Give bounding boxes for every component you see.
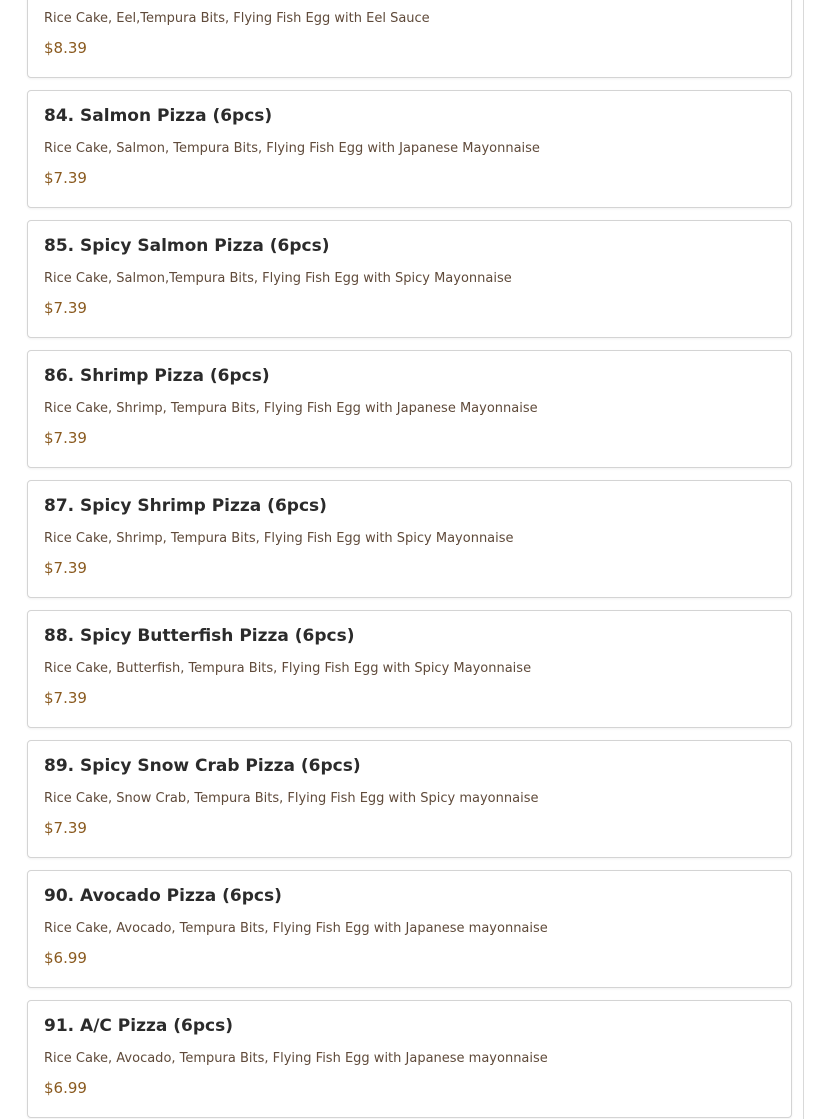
menu-item-card[interactable] — [27, 90, 792, 208]
menu-item-name: 85. Spicy Salmon Pizza (6pcs) — [44, 236, 330, 256]
menu-item-price: $8.39 — [44, 39, 87, 57]
menu-item-price: $6.99 — [44, 949, 87, 967]
menu-item-name: 89. Spicy Snow Crab Pizza (6pcs) — [44, 756, 361, 776]
menu-item-description: Rice Cake, Butterfish, Tempura Bits, Flying Fish Egg with Spicy Mayonnaise — [44, 661, 532, 676]
menu-item-card[interactable] — [27, 0, 792, 78]
menu-item-price: $7.39 — [44, 429, 87, 447]
menu-item-list — [27, 0, 792, 1119]
menu-item-card[interactable] — [27, 740, 792, 858]
menu-item-name: 84. Salmon Pizza (6pcs) — [44, 106, 273, 126]
menu-item-card[interactable] — [27, 610, 792, 728]
menu-item-description: Rice Cake, Eel,Tempura Bits, Flying Fish Egg with Eel Sauce — [44, 11, 430, 26]
menu-item-name: 90. Avocado Pizza (6pcs) — [44, 886, 282, 906]
menu-item-description: Rice Cake, Avocado, Tempura Bits, Flying Fish Egg with Japanese mayonnaise — [44, 1051, 548, 1066]
content-right-divider — [803, 0, 804, 1119]
menu-item-description: Rice Cake, Salmon, Tempura Bits, Flying Fish Egg with Japanese Mayonnaise — [44, 141, 540, 156]
menu-item-name: 88. Spicy Butterfish Pizza (6pcs) — [44, 626, 355, 646]
menu-item-price: $6.99 — [44, 1079, 87, 1097]
menu-item-price: $7.39 — [44, 689, 87, 707]
menu-item-description: Rice Cake, Avocado, Tempura Bits, Flying Fish Egg with Japanese mayonnaise — [44, 921, 548, 936]
menu-item-name: 87. Spicy Shrimp Pizza (6pcs) — [44, 496, 327, 516]
menu-item-card[interactable] — [27, 480, 792, 598]
menu-item-name: 91. A/C Pizza (6pcs) — [44, 1016, 233, 1036]
menu-item-card[interactable] — [27, 1000, 792, 1118]
menu-item-price: $7.39 — [44, 819, 87, 837]
menu-item-description: Rice Cake, Shrimp, Tempura Bits, Flying Fish Egg with Spicy Mayonnaise — [44, 531, 514, 546]
menu-item-card[interactable] — [27, 870, 792, 988]
menu-item-description: Rice Cake, Snow Crab, Tempura Bits, Flying Fish Egg with Spicy mayonnaise — [44, 791, 539, 806]
menu-item-description: Rice Cake, Shrimp, Tempura Bits, Flying Fish Egg with Japanese Mayonnaise — [44, 401, 538, 416]
menu-item-name: 86. Shrimp Pizza (6pcs) — [44, 366, 270, 386]
menu-item-price: $7.39 — [44, 299, 87, 317]
menu-item-price: $7.39 — [44, 559, 87, 577]
menu-item-price: $7.39 — [44, 169, 87, 187]
menu-item-card[interactable] — [27, 220, 792, 338]
menu-item-description: Rice Cake, Salmon,Tempura Bits, Flying Fish Egg with Spicy Mayonnaise — [44, 271, 512, 286]
menu-item-card[interactable] — [27, 350, 792, 468]
